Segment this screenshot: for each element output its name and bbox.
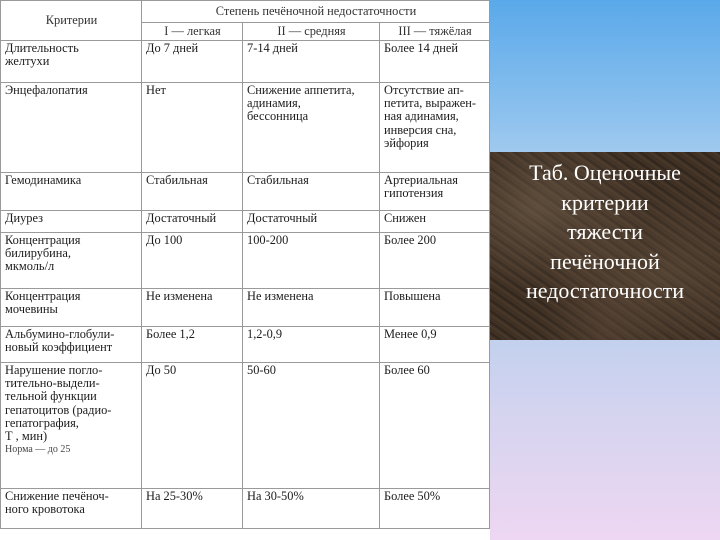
- slide-title-line: печёночной: [550, 248, 660, 274]
- criterion-cell: Альбумино-глобули- новый коэффициент: [1, 327, 142, 363]
- slide-title-line: тяжести: [567, 219, 643, 244]
- criterion-cell: Концентрация билирубина, мкмоль/л: [1, 233, 142, 289]
- value-cell: На 25-30%: [142, 489, 243, 529]
- criterion-cell: [1, 363, 142, 489]
- grade-header: I — легкая: [142, 23, 243, 41]
- slide-title: [490, 158, 720, 306]
- value-cell: Более 1,2: [142, 327, 243, 363]
- criteria-column-header: Критерии: [1, 1, 142, 41]
- criterion-cell: Диурез: [1, 211, 142, 233]
- table-row: [1, 327, 490, 363]
- severity-group-header: Степень печёночной недостаточности: [142, 1, 490, 23]
- value-cell: 100-200: [243, 233, 380, 289]
- table-row: [1, 289, 490, 327]
- value-cell: Не изменена: [142, 289, 243, 327]
- value-cell: 7-14 дней: [243, 41, 380, 83]
- value-cell: Более 50%: [380, 489, 490, 529]
- value-cell: Достаточный: [243, 211, 380, 233]
- value-cell: 1,2-0,9: [243, 327, 380, 363]
- value-cell: 50-60: [243, 363, 380, 489]
- grade-header: II — средняя: [243, 23, 380, 41]
- criterion-text: Нарушение погло- тительно-выдели- тельной функции гепатоцитов (радио- гепатография, Т , мин): [5, 363, 112, 444]
- table-row: [1, 41, 490, 83]
- value-cell: До 50: [142, 363, 243, 489]
- slide-title-line: Таб. Оценочные: [529, 160, 681, 185]
- value-cell: Отсутствие ап- петита, выражен- ная адинамия, инверсия сна, эйфория: [380, 83, 490, 173]
- table-row: [1, 363, 490, 489]
- table-row: [1, 211, 490, 233]
- slide-title-line: недостаточности: [525, 278, 685, 303]
- slide-title-line: критерии: [561, 189, 649, 215]
- value-cell: Не изменена: [243, 289, 380, 327]
- criterion-cell: Длительность желтухи: [1, 41, 142, 83]
- value-cell: Более 200: [380, 233, 490, 289]
- table-row: [1, 173, 490, 211]
- criterion-cell: Снижение печёноч- ного кровотока: [1, 489, 142, 529]
- table-row: [1, 233, 490, 289]
- grade-header: III — тяжёлая: [380, 23, 490, 41]
- value-cell: Более 14 дней: [380, 41, 490, 83]
- value-cell: Стабильная: [243, 173, 380, 211]
- value-cell: Повышена: [380, 289, 490, 327]
- value-cell: Снижен: [380, 211, 490, 233]
- norm-note: Норма — до 25: [5, 444, 71, 456]
- table-row: [1, 83, 490, 173]
- criterion-cell: Энцефалопатия: [1, 83, 142, 173]
- value-cell: Артериальная гипотензия: [380, 173, 490, 211]
- value-cell: Менее 0,9: [380, 327, 490, 363]
- table-header-row: [1, 1, 490, 23]
- value-cell: Более 60: [380, 363, 490, 489]
- table-row: [1, 489, 490, 529]
- value-cell: Достаточный: [142, 211, 243, 233]
- value-cell: Стабильная: [142, 173, 243, 211]
- value-cell: Нет: [142, 83, 243, 173]
- value-cell: На 30-50%: [243, 489, 380, 529]
- value-cell: До 7 дней: [142, 41, 243, 83]
- criterion-cell: Гемодинамика: [1, 173, 142, 211]
- criterion-cell: Концентрация мочевины: [1, 289, 142, 327]
- value-cell: До 100: [142, 233, 243, 289]
- value-cell: Снижение аппетита, адинамия, бессонница: [243, 83, 380, 173]
